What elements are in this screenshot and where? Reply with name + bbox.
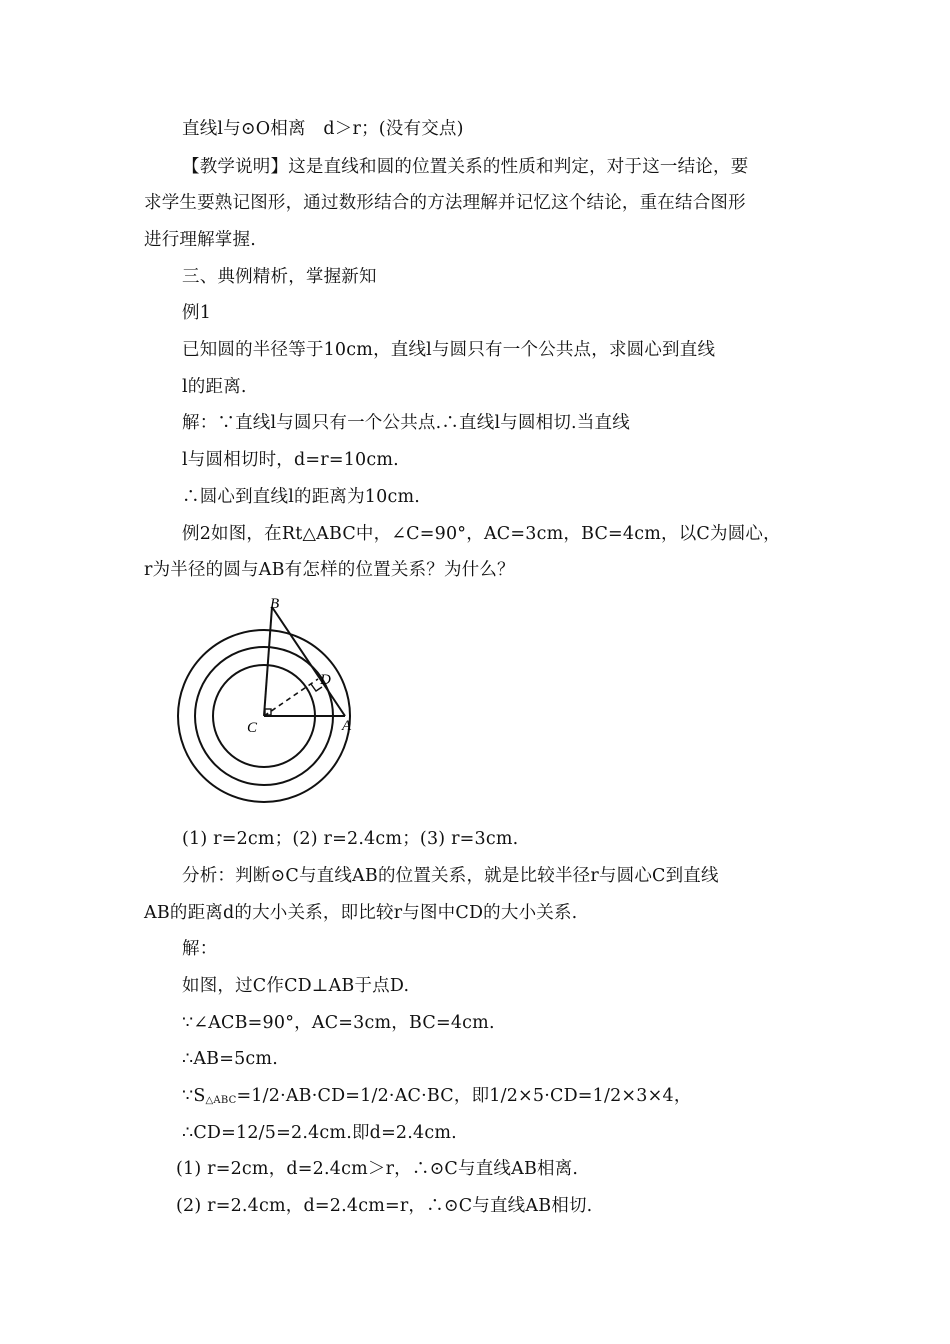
example-1-label: 例1	[182, 303, 212, 323]
example-1-conclusion: ∴圆心到直线l的距离为10cm.	[182, 487, 421, 507]
text-line-separate: 直线l与⊙O相离 d＞r；(没有交点)	[182, 119, 464, 139]
example-1-question: 已知圆的半径等于10cm，直线l与圆只有一个公共点，求圆心到直线	[182, 340, 716, 360]
label-a: A	[342, 718, 352, 734]
example-2-question-cont: r为半径的圆与AB有怎样的位置关系？为什么？	[144, 560, 515, 580]
example-2-question: 例2如图，在Rt△ABC中，∠C=90°，AC=3cm，BC=4cm，以C为圆心，	[182, 524, 781, 544]
text-line-teaching-note: 【教学说明】这是直线和圆的位置关系的性质和判定，对于这一结论，要	[182, 157, 749, 177]
label-d: D	[320, 672, 331, 688]
section-heading: 三、典例精析，掌握新知	[182, 267, 377, 287]
solution-label: 解：	[182, 939, 218, 959]
segment-cd-dashed	[264, 679, 318, 716]
example-1-solution-cont: l与圆相切时，d=r=10cm.	[182, 450, 399, 470]
case-1-result: (1) r=2cm，d=2.4cm＞r，∴⊙C与直线AB相离.	[176, 1159, 579, 1179]
label-c: C	[247, 720, 258, 736]
case-2-result: (2) r=2.4cm，d=2.4cm=r，∴⊙C与直线AB相切.	[176, 1196, 593, 1216]
solution-step-3: ∴AB=5cm.	[182, 1049, 278, 1069]
solution-step-1: 如图，过C作CD⊥AB于点D.	[182, 976, 410, 996]
solution-step-5: ∴CD=12/5=2.4cm.即d=2.4cm.	[182, 1123, 457, 1143]
solution-step-4	[182, 1084, 692, 1113]
example-2-cases: (1) r=2cm；(2) r=2.4cm；(3) r=3cm.	[182, 829, 519, 849]
analysis-line: 分析：判断⊙C与直线AB的位置关系，就是比较半径r与圆心C到直线	[182, 866, 719, 886]
area-formula: =1/2·AB·CD=1/2·AC·BC，即1/2×5·CD=1/2×3×4，	[236, 1086, 692, 1106]
text-line-teaching-note-end: 进行理解掌握.	[144, 230, 256, 250]
analysis-line-cont: AB的距离d的大小关系，即比较r与图中CD的大小关系.	[144, 903, 578, 923]
area-subscript: △ABC	[205, 1095, 237, 1106]
label-b: B	[270, 596, 280, 612]
area-prefix: ∵S	[182, 1086, 206, 1106]
segment-cb	[264, 607, 272, 716]
example-1-question-cont: l的距离.	[182, 377, 247, 397]
solution-step-2: ∵∠ACB=90°，AC=3cm，BC=4cm.	[182, 1013, 495, 1033]
circle-triangle-figure	[170, 590, 370, 815]
text-line-teaching-note-cont: 求学生要熟记图形，通过数形结合的方法理解并记忆这个结论，重在结合图形	[144, 193, 746, 213]
segment-ab	[272, 607, 345, 716]
example-1-solution: 解：∵直线l与圆只有一个公共点.∴直线l与圆相切.当直线	[182, 413, 630, 433]
